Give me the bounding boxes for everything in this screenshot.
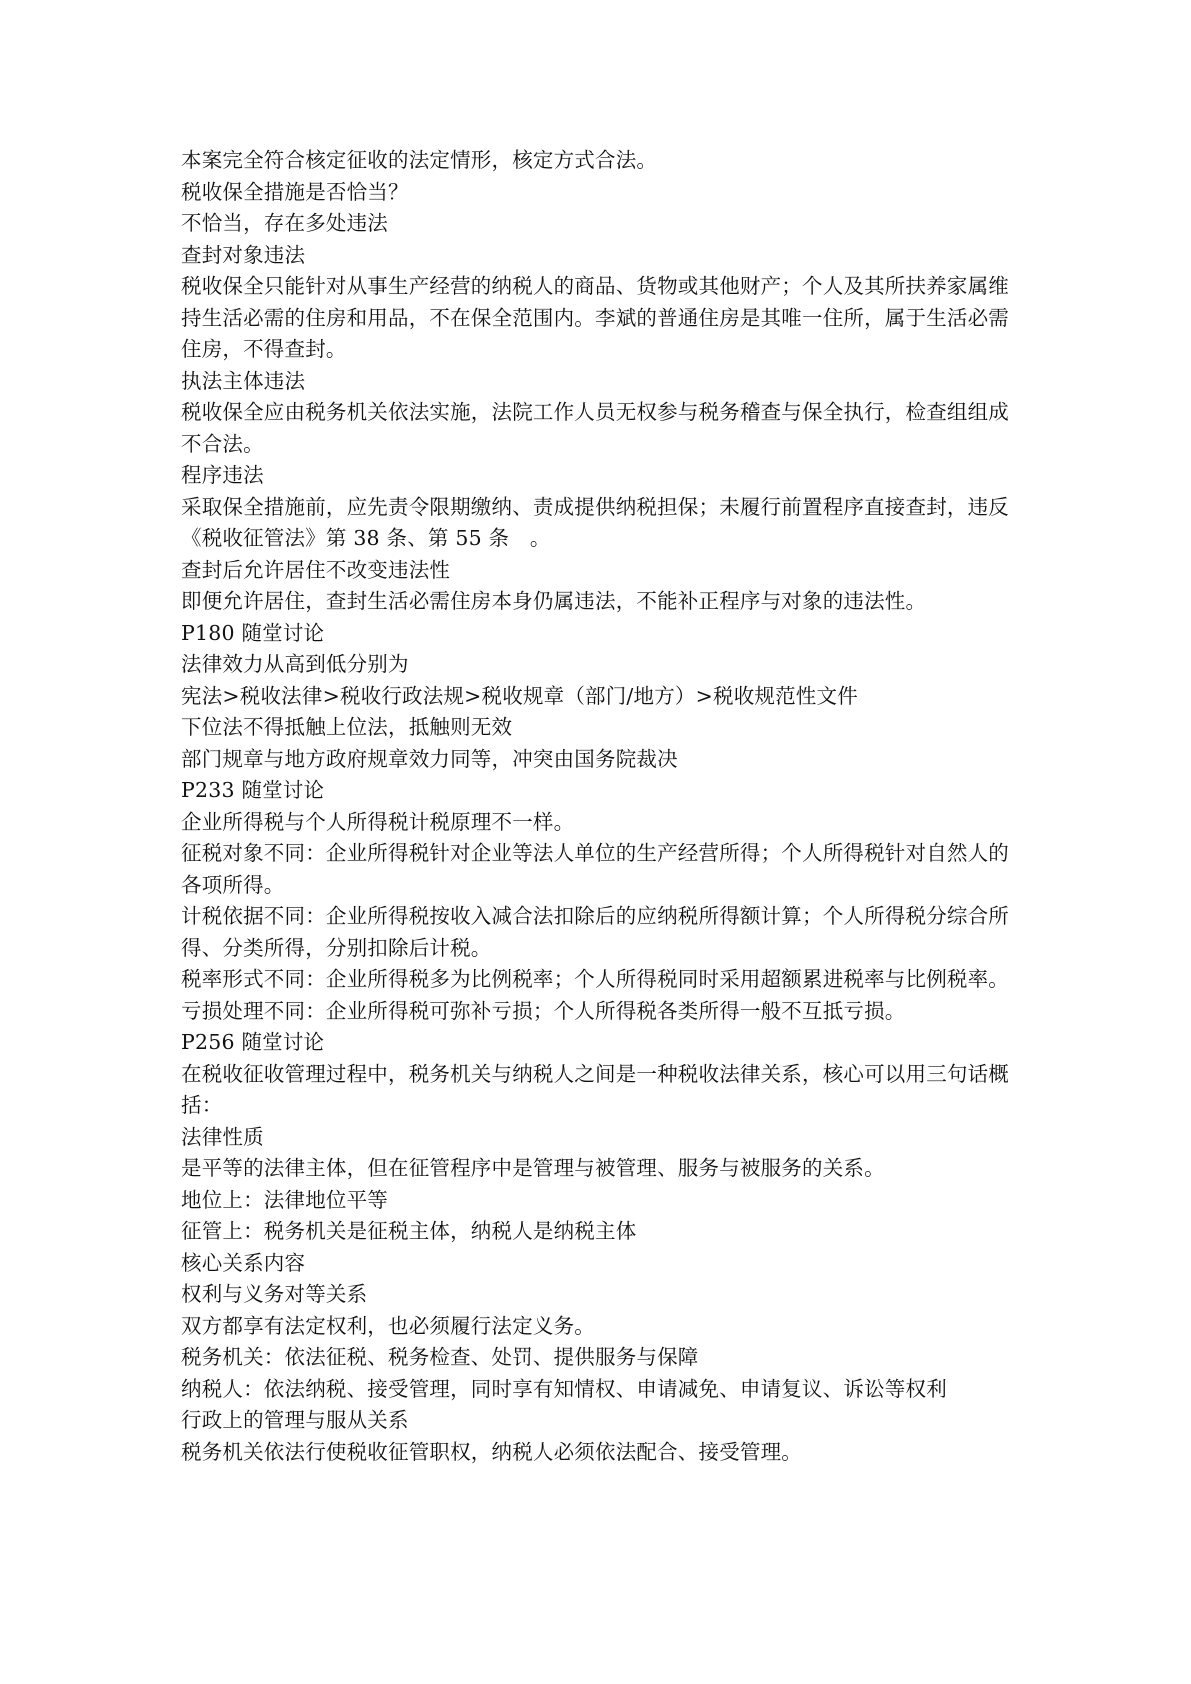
document-body bbox=[181, 145, 1025, 1468]
section-heading: 查封对象违法 bbox=[181, 242, 306, 267]
body-paragraph: 采取保全措施前，应先责令限期缴纳、责成提供纳税担保；未履行前置程序直接查封，违反《税收征管法》第 38 条、第 55 条 。 bbox=[181, 494, 1009, 550]
section-heading: 查封后允许居住不改变违法性 bbox=[181, 557, 451, 582]
body-line: 是平等的法律主体，但在征管程序中是管理与被管理、服务与被服务的关系。 bbox=[181, 1156, 885, 1180]
section-heading: 行政上的管理与服从关系 bbox=[181, 1408, 409, 1432]
section-heading: 执法主体违法 bbox=[181, 368, 306, 393]
question-heading: 税收保全措施是否恰当？ bbox=[181, 179, 409, 204]
body-line: 双方都享有法定权利，也必须履行法定义务。 bbox=[181, 1313, 595, 1338]
body-paragraph: 税收保全只能针对从事生产经营的纳税人的商品、货物或其他财产；个人及其所扶养家属维持生活必需的住房和用品，不在保全范围内。李斌的普通住房是其唯一住所，属于生活必需住房，不得查封。 bbox=[181, 274, 1009, 361]
body-paragraph: 计税依据不同：企业所得税按收入减合法扣除后的应纳税所得额计算；个人所得税分综合所得、分类所得，分别扣除后计税。 bbox=[181, 904, 1009, 960]
conclusion-line: 本案完全符合核定征收的法定情形，核定方式合法。 bbox=[181, 148, 658, 172]
body-line: 部门规章与地方政府规章效力同等，冲突由国务院裁决 bbox=[181, 746, 678, 771]
body-line: 税务机关：依法征税、税务检查、处罚、提供服务与保障 bbox=[181, 1345, 699, 1369]
section-heading: 程序违法 bbox=[181, 463, 264, 487]
body-line: 亏损处理不同：企业所得税可弥补亏损；个人所得税各类所得一般不互抵亏损。 bbox=[181, 998, 906, 1023]
section-heading: 法律性质 bbox=[181, 1124, 264, 1149]
body-paragraph: 税率形式不同：企业所得税多为比例税率；个人所得税同时采用超额累进税率与比例税率。 bbox=[181, 967, 1009, 991]
answer-line: 不恰当，存在多处违法 bbox=[181, 211, 388, 235]
body-line: 宪法>税收法律>税收行政法规>税收规章（部门/地方）>税收规范性文件 bbox=[181, 683, 858, 708]
body-line: 下位法不得抵触上位法，抵触则无效 bbox=[181, 715, 513, 739]
body-line: 税务机关依法行使税收征管职权，纳税人必须依法配合、接受管理。 bbox=[181, 1439, 802, 1464]
body-paragraph: 即便允许居住，查封生活必需住房本身仍属违法，不能补正程序与对象的违法性。 bbox=[181, 589, 927, 613]
body-line: 征管上：税务机关是征税主体，纳税人是纳税主体 bbox=[181, 1219, 637, 1243]
body-paragraph: 税收保全应由税务机关依法实施，法院工作人员无权参与税务稽查与保全执行，检查组组成不合法。 bbox=[181, 400, 1009, 456]
discussion-heading-p233: P233 随堂讨论 bbox=[181, 778, 325, 802]
section-heading: 核心关系内容 bbox=[181, 1250, 306, 1275]
body-paragraph: 纳税人：依法纳税、接受管理，同时享有知情权、申请减免、申请复议、诉讼等权利 bbox=[181, 1376, 947, 1401]
body-paragraph: 在税收征收管理过程中，税务机关与纳税人之间是一种税收法律关系，核心可以用三句话概括： bbox=[181, 1061, 1009, 1117]
body-line: 地位上：法律地位平等 bbox=[181, 1187, 388, 1212]
discussion-heading-p256: P256 随堂讨论 bbox=[181, 1030, 325, 1054]
body-line: 法律效力从高到低分别为 bbox=[181, 652, 409, 676]
body-paragraph: 征税对象不同：企业所得税针对企业等法人单位的生产经营所得；个人所得税针对自然人的各项所得。 bbox=[181, 841, 1009, 897]
discussion-heading-p180: P180 随堂讨论 bbox=[181, 620, 325, 645]
section-heading: 权利与义务对等关系 bbox=[181, 1282, 368, 1306]
body-line: 企业所得税与个人所得税计税原理不一样。 bbox=[181, 809, 575, 834]
